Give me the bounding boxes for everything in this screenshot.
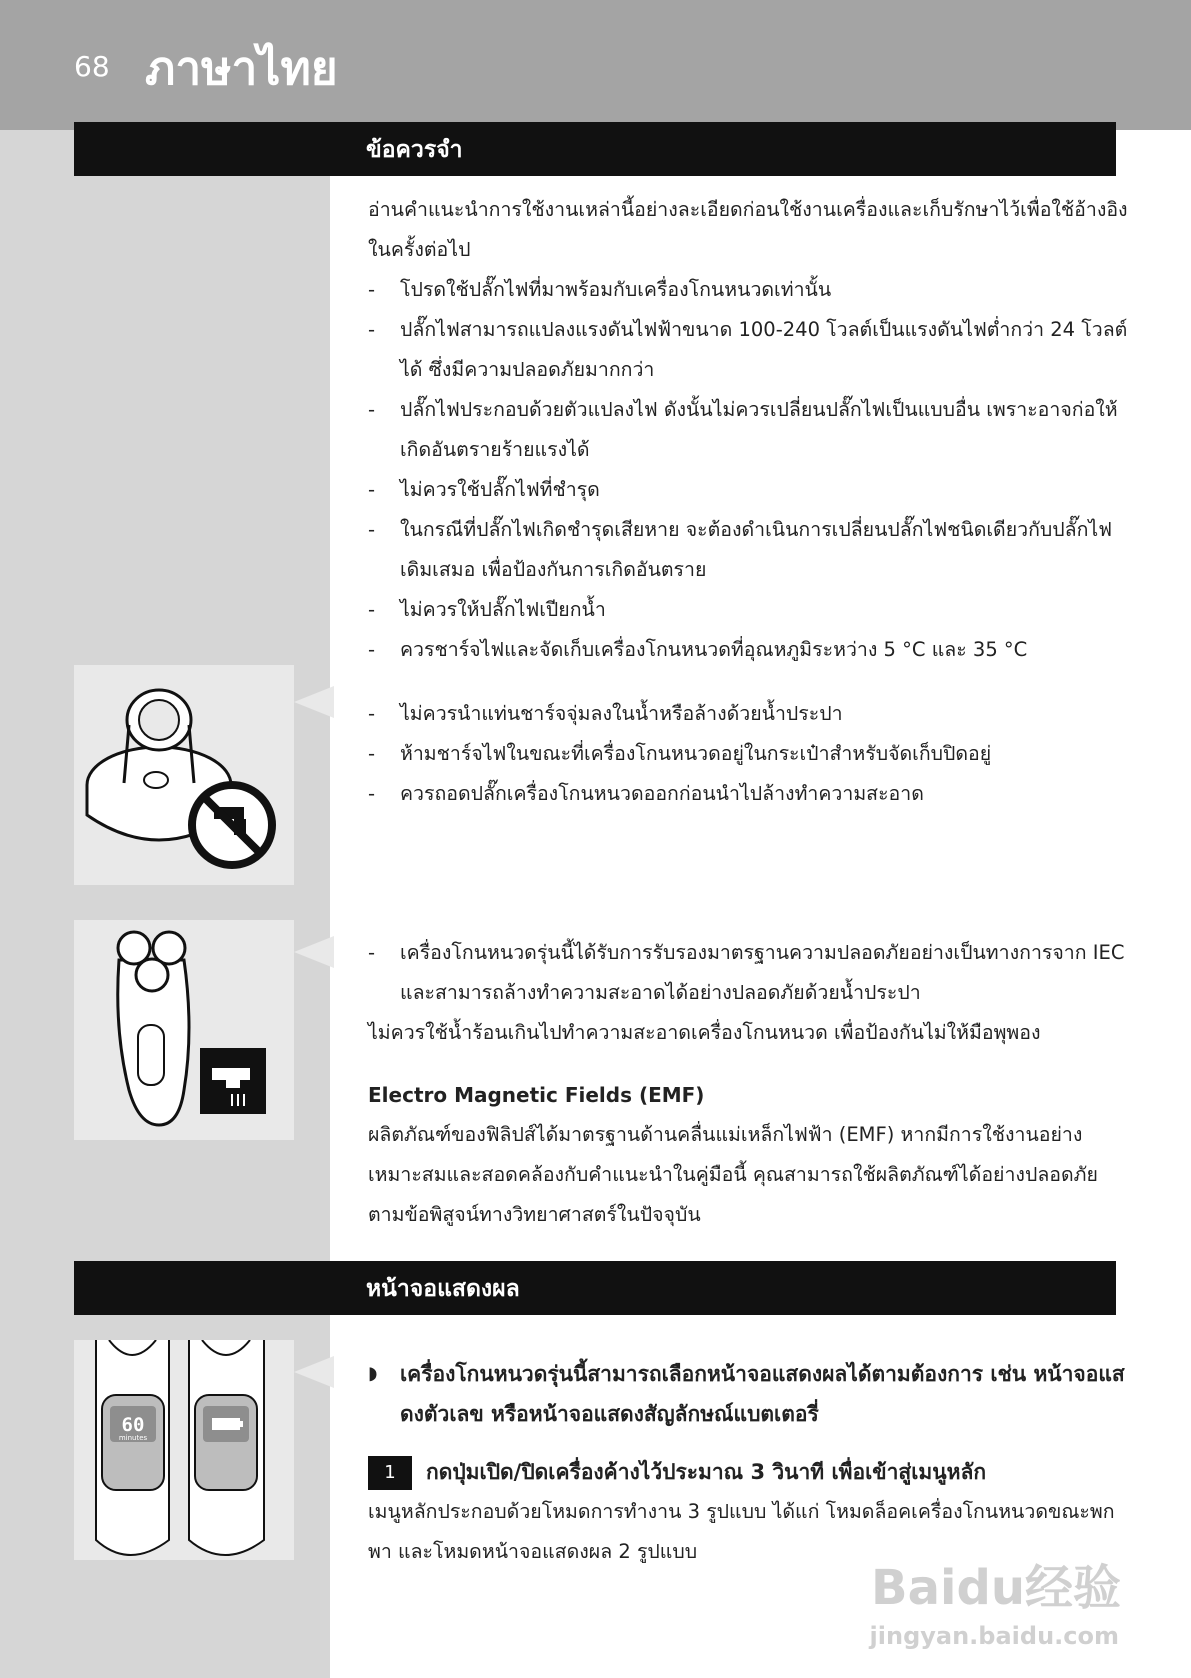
bullet-item: - ควรถอดปลั๊กเครื่องโกนหนวดออกก่อนนำไปล้างทำความสะอาด (368, 774, 1128, 814)
step-detail: เมนูหลักประกอบด้วยโหมดการทำงาน 3 รูปแบบ ได้แก่ โหมดล็อคเครื่องโกนหนวดขณะพกพา และโหมดหน้าจอแสดงผล 2 รูปแบบ (368, 1500, 1115, 1563)
display-text-block (368, 1354, 1128, 1572)
bullet-item: - ปลั๊กไฟประกอบด้วยตัวแปลงไฟ ดังนั้นไม่ควรเปลี่ยนปลั๊กไฟเป็นแบบอื่น เพราะอาจก่อให้เกิดอันตรายร้ายแรงได้ (368, 390, 1128, 470)
bullet-item: - ไม่ควรใช้ปลั๊กไฟที่ชำรุด (368, 470, 1128, 510)
callout-arrow (294, 1356, 334, 1388)
intro-paragraph: อ่านคำแนะนำการใช้งานเหล่านี้อย่างละเอียดก่อนใช้งานเครื่องและเก็บรักษาไว้เพื่อใช้อ้างอิงในครั้งต่อไป (368, 198, 1128, 261)
bullet-item: - โปรดใช้ปลั๊กไฟที่มาพร้อมกับเครื่องโกนหนวดเท่านั้น (368, 270, 1128, 310)
page-number: 68 (74, 50, 110, 83)
display-digits: 60 (121, 1414, 145, 1436)
display-illustration (74, 1340, 294, 1560)
bullet-item: - ปลั๊กไฟสามารถแปลงแรงดันไฟฟ้าขนาด 100-240 โวลต์เป็นแรงดันไฟต่ำกว่า 24 โวลต์ได้ ซึ่งมีความปลอดภัยมากกว่า (368, 310, 1128, 390)
watermark-logo: Baidu经验 (871, 1560, 1121, 1616)
callout-arrow (294, 936, 334, 968)
bullet-item: - ในกรณีที่ปลั๊กไฟเกิดชำรุดเสียหาย จะต้องดำเนินการเปลี่ยนปลั๊กไฟชนิดเดียวกับปลั๊กไฟเดิมเสมอ เพื่อป้องกันการเกิดอันตราย (368, 510, 1128, 590)
callout-arrow (294, 686, 334, 718)
bullet-item: - ห้ามชาร์จไฟในขณะที่เครื่องโกนหนวดอยู่ในกระเป๋าสำหรับจัดเก็บปิดอยู่ (368, 734, 1128, 774)
emf-paragraph: ผลิตภัณฑ์ของฟิลิปส์ได้มาตรฐานด้านคลื่นแม่เหล็กไฟฟ้า (EMF) หากมีการใช้งานอย่างเหมาะสมและสอดคล้องกับคำแนะนำในคู่มือนี้ คุณสามารถใช้ผลิตภัณฑ์ได้อย่างปลอดภัยตามข้อพิสูจน์ทางวิทยาศาสตร์ในปัจจุบัน (368, 1123, 1098, 1226)
display-unit: minutes (118, 1434, 148, 1442)
charger-warnings (368, 694, 1128, 814)
step-number-badge: 1 (368, 1456, 412, 1490)
shaver-illustration (74, 920, 294, 1140)
section-header-display (74, 1261, 1116, 1315)
page-language-title: ภาษาไทย (145, 41, 338, 95)
step-1 (368, 1452, 1128, 1492)
watermark-url: jingyan.baidu.com (869, 1622, 1119, 1650)
shaver-washable-icon (74, 920, 294, 1140)
important-text-block (368, 190, 1128, 670)
bullet-item: - ไม่ควรให้ปลั๊กไฟเปียกน้ำ (368, 590, 1128, 630)
section-header-important (74, 122, 1116, 176)
safety-block (368, 933, 1128, 1235)
hot-water-note: ไม่ควรใช้น้ำร้อนเกินไปทำความสะอาดเครื่องโกนหนวด เพื่อป้องกันไม่ให้มือพุพอง (368, 1021, 1041, 1044)
charger-illustration (74, 665, 294, 885)
section-title: ข้อควรจำ (366, 137, 463, 163)
shaver-display-panels (74, 1340, 294, 1560)
display-lead: ◗ เครื่องโกนหนวดรุ่นนี้สามารถเลือกหน้าจอแสดงผลได้ตามต้องการ เช่น หน้าจอแสดงตัวเลข หรือหน้าจอแสดงสัญลักษณ์แบตเตอรี่ (368, 1354, 1128, 1434)
charger-no-water-icon (74, 665, 294, 885)
step-text: กดปุ่มเปิด/ปิดเครื่องค้างไว้ประมาณ 3 วินาที เพื่อเข้าสู่เมนูหลัก (426, 1460, 987, 1484)
emf-heading: Electro Magnetic Fields (EMF) (368, 1083, 705, 1107)
bullet-item: - เครื่องโกนหนวดรุ่นนี้ได้รับการรับรองมาตรฐานความปลอดภัยอย่างเป็นทางการจาก IEC และสามารถล้างทำความสะอาดได้อย่างปลอดภัยด้วยน้ำประปา (368, 933, 1128, 1013)
header-bar (0, 0, 1191, 130)
bullet-item: - ไม่ควรนำแท่นชาร์จจุ่มลงในน้ำหรือล้างด้วยน้ำประปา (368, 694, 1128, 734)
section-title: หน้าจอแสดงผล (366, 1276, 520, 1302)
bullet-item: - ควรชาร์จไฟและจัดเก็บเครื่องโกนหนวดที่อุณหภูมิระหว่าง 5 °C และ 35 °C (368, 630, 1128, 670)
